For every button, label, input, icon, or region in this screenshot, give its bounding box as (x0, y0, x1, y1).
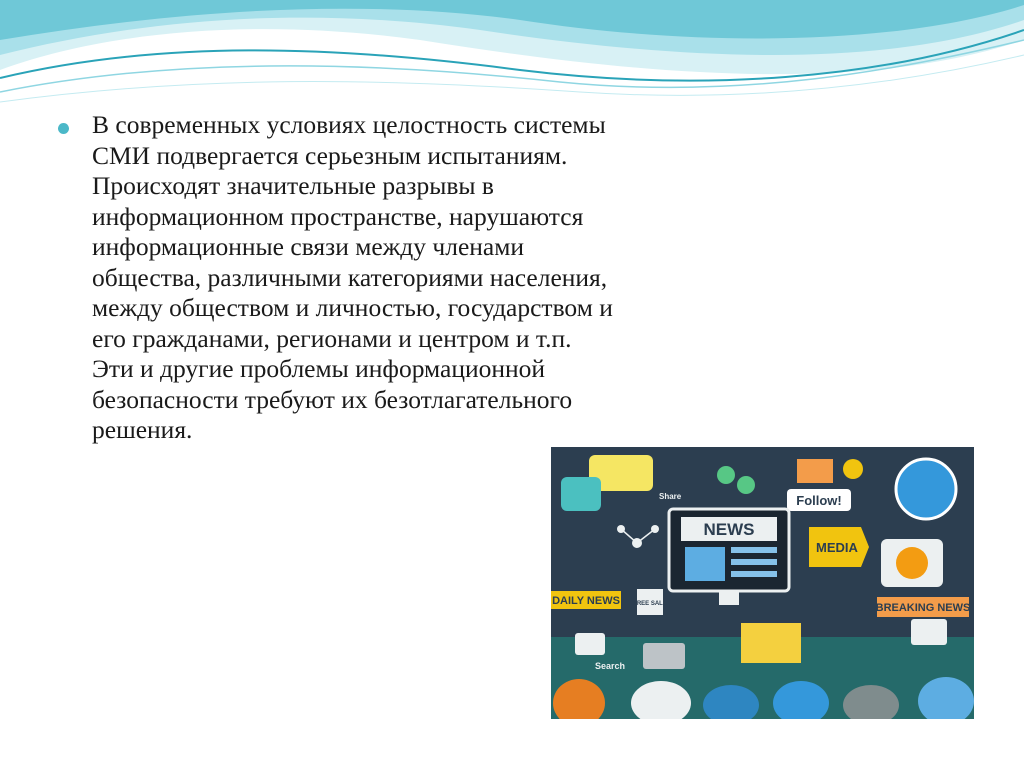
mail-icon (797, 459, 833, 483)
fire-icon (843, 459, 863, 479)
newspaper-icon (741, 623, 801, 663)
globe-icon (896, 459, 956, 519)
body-text: В современных условиях целостность системы СМИ подвергается серьезным испытаниям. Происходят значительные разрывы в информационном пространстве, нарушаются информационные связи между членами общества, различными категориями населения, между обществом и личностью, государством и его гражданами, регионами и центром и т.п. Эти и другие проблемы информационной безопасности требуют их безотлагательного решения. (92, 110, 613, 444)
user-icon (737, 476, 755, 494)
user-icon (717, 466, 735, 484)
chat-bubble-icon (561, 477, 601, 511)
media-label: MEDIA (816, 540, 858, 555)
tablet-icon (911, 619, 947, 645)
daily-news-label: DAILY NEWS (552, 595, 620, 607)
header-wave-decoration (0, 0, 1024, 120)
news-label: NEWS (703, 520, 755, 539)
follow-label: Follow! (796, 493, 842, 508)
tablet-icon (575, 633, 605, 655)
share-label: Share (659, 492, 682, 501)
sale-label: FREE SALE (633, 601, 667, 607)
breaking-news-label: BREAKING NEWS (875, 602, 971, 614)
bullet-point (58, 110, 778, 446)
search-label: Search (595, 661, 626, 671)
bullet-dot-icon (58, 123, 69, 134)
hand-icon (896, 547, 928, 579)
laptop-icon (643, 643, 685, 669)
media-illustration (551, 447, 974, 719)
